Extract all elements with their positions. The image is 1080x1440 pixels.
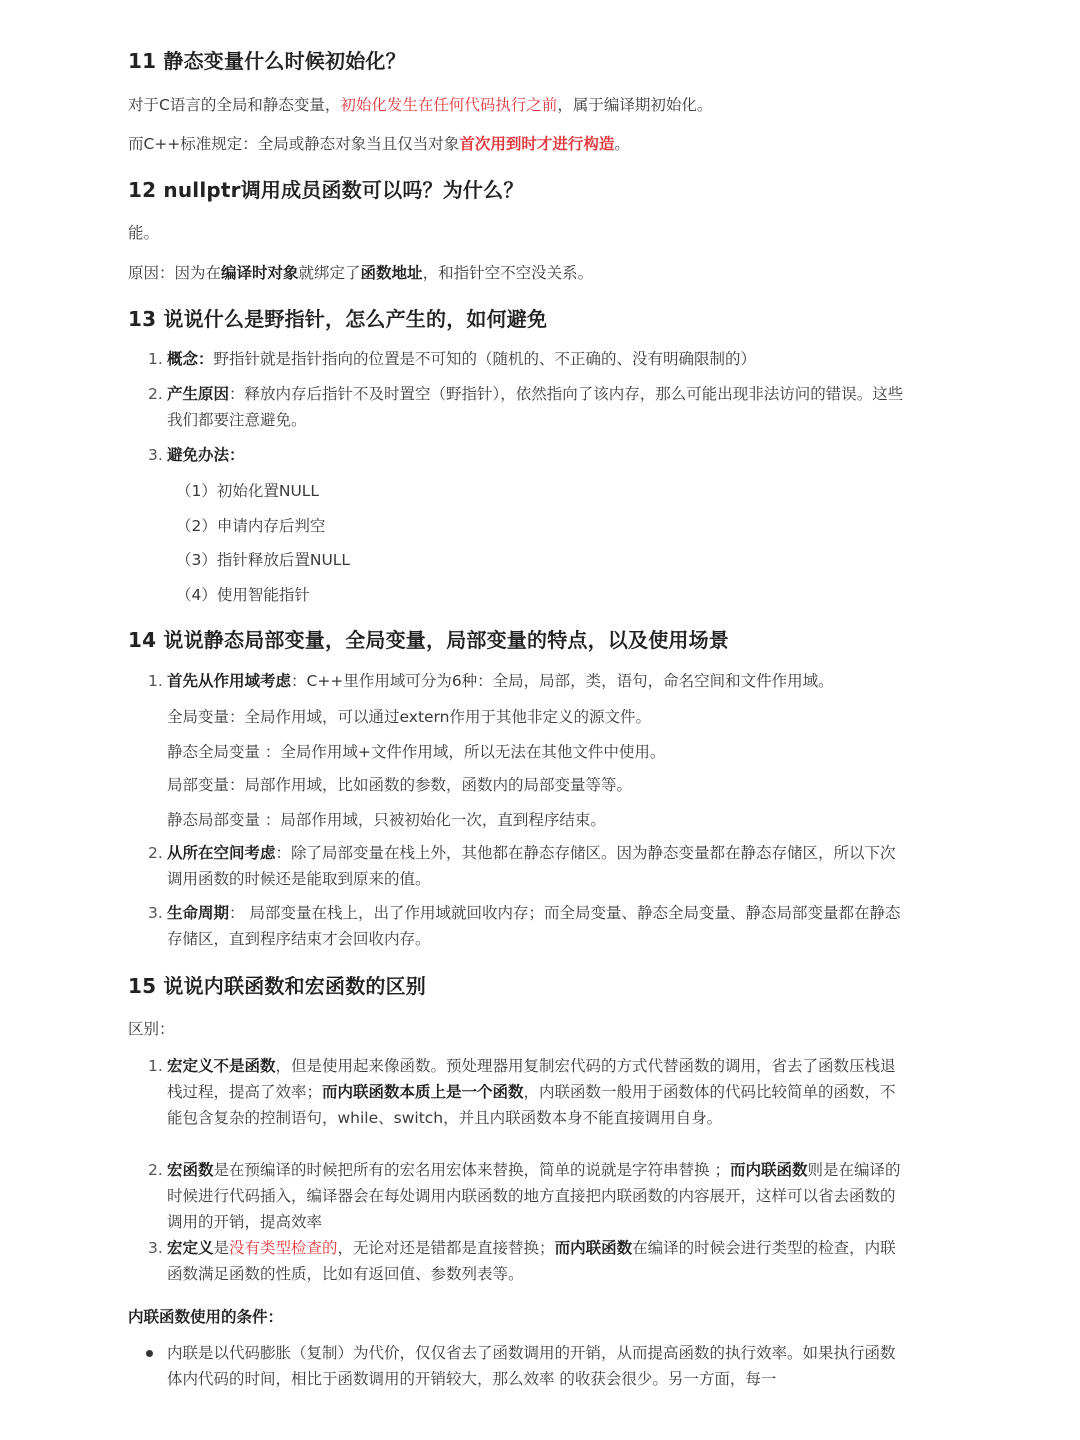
s13-list-item-3: [148, 442, 908, 468]
s15-i3-bold-2: 而内联函数: [554, 1239, 633, 1257]
s13-i1-label: 概念：: [167, 350, 214, 368]
section-14-title: 14 说说静态局部变量，全局变量，局部变量的特点，以及使用场景: [128, 628, 729, 652]
s15-list-item-2: [148, 1157, 908, 1231]
s14-i3-label: 生命周期: [167, 904, 230, 922]
s15-i1-bold-2: 而内联函数本质上是一个函数: [322, 1083, 524, 1101]
s12-paragraph-1: 能。: [128, 224, 160, 242]
s11-p2-highlight: 首次用到时才进行构造: [459, 135, 615, 153]
s11-p2-text: 而C++标准规定：全局或静态对象当且仅当对象: [128, 135, 460, 153]
s15-i3-text-2: ，无论对还是错都是直接替换；: [337, 1239, 555, 1257]
s13-sub-item-1: （1）初始化置NULL: [176, 482, 320, 500]
s13-i1-text: 野指针就是指针指向的位置是不可知的（随机的、不正确的、没有明确限制的）: [213, 350, 757, 368]
s12-p2-bold-2: 函数地址: [360, 264, 423, 282]
s12-paragraph-2: [128, 261, 593, 283]
s14-list-item-2: [148, 840, 908, 888]
s15-i3-highlight: 没有类型检查的: [229, 1239, 338, 1257]
s12-p2-text: 原因：因为在: [128, 264, 222, 282]
s14-list-item-1: [148, 668, 908, 694]
list-number: 2.: [148, 385, 163, 403]
s11-p1-text: 对于C语言的全局和静态变量，: [128, 96, 341, 114]
s13-list-item-1: [148, 346, 908, 372]
s11-p1-highlight: 初始化发生在任何代码执行之前: [340, 96, 558, 114]
s15-i1-bold-1: 宏定义不是函数: [167, 1057, 276, 1075]
s13-i3-label: 避免办法：: [167, 446, 245, 464]
list-number: 1.: [148, 350, 163, 368]
s13-sub-item-3: （3）指针释放后置NULL: [176, 551, 351, 569]
s15-i3-text-3: 在编译的时候会进行类型的检查，内联函数满足函数的性质，比如有返回值、参数列表等。: [167, 1239, 896, 1283]
s14-i3-text: ： 局部变量在栈上，出了作用域就回收内存；而全局变量、静态全局变量、静态局部变量都在静态存储区，直到程序结束才会回收内存。: [167, 904, 901, 948]
s15-i2-bold-1: 宏函数: [167, 1161, 214, 1179]
s12-p2-text-end: ，和指针空不空没关系。: [422, 264, 594, 282]
s13-sub-item-4: （4）使用智能指针: [176, 586, 310, 604]
section-11-title: 11 静态变量什么时候初始化？: [128, 49, 406, 73]
s11-paragraph-2: [128, 132, 630, 154]
s14-list-item-3: [148, 900, 908, 948]
s11-p1-text-end: ，属于编译期初始化。: [557, 96, 713, 114]
s12-p2-text-2: 就绑定了: [298, 264, 361, 282]
s14-i1-text: ：C++里作用域可分为6种：全局，局部，类，语句，命名空间和文件作用域。: [291, 672, 834, 690]
list-number: 3.: [148, 904, 163, 922]
s15-i3-bold-1: 宏定义: [167, 1239, 214, 1257]
s15-i1-text-2: ，内联函数一般用于函数体的代码比较简单的函数，不能包含复杂的控制语句，while、switch，并且内联函数本身不能直接调用自身。: [167, 1083, 896, 1127]
list-number: 3.: [148, 446, 163, 464]
s14-i2-label: 从所在空间考虑: [167, 844, 276, 862]
s11-p2-text-end: 。: [614, 135, 630, 153]
list-number: 2.: [148, 844, 163, 862]
bullet-dot-icon: [146, 1350, 153, 1357]
list-number: 2.: [148, 1161, 163, 1179]
s13-list-item-2: [148, 381, 908, 429]
s15-intro: 区别：: [128, 1020, 175, 1038]
s14-i1-label: 首先从作用域考虑: [167, 672, 292, 690]
list-number: 3.: [148, 1239, 163, 1257]
list-number: 1.: [148, 672, 163, 690]
s15-i3-text-1: 是: [213, 1239, 230, 1257]
s15-i2-bold-2: 而内联函数: [729, 1161, 808, 1179]
s11-paragraph-1: [128, 93, 712, 115]
s13-i2-label: 产生原因: [167, 385, 230, 403]
s14-scope-line-1: 全局变量：全局作用域，可以通过extern作用于其他非定义的源文件。: [167, 708, 651, 726]
section-12-title: 12 nullptr调用成员函数可以吗？为什么？: [128, 178, 524, 202]
s14-i2-text: ：除了局部变量在栈上外，其他都在静态存储区。因为静态变量都在静态存储区，所以下次调用函数的时候还是能取到原来的值。: [167, 844, 896, 888]
s12-p2-bold-1: 编译时对象: [221, 264, 299, 282]
s14-scope-line-4: 静态局部变量 ：局部作用域，只被初始化一次，直到程序结束。: [167, 811, 606, 829]
s14-scope-line-2: 静态全局变量 ：全局作用域+文件作用域，所以无法在其他文件中使用。: [167, 743, 666, 761]
s15-list-item-3: [148, 1235, 908, 1283]
s13-i2-text: ：释放内存后指针不及时置空（野指针），依然指向了该内存，那么可能出现非法访问的错误。这些我们都要注意避免。: [167, 385, 904, 429]
s15-i2-text-1: 是在预编译的时候把所有的宏名用宏体来替换，简单的说就是字符串替换 ；: [213, 1161, 730, 1179]
s15-conditions-title: 内联函数使用的条件：: [128, 1308, 284, 1326]
s13-sub-item-2: （2）申请内存后判空: [176, 517, 326, 535]
section-15-title: 15 说说内联函数和宏函数的区别: [128, 974, 426, 998]
section-13-title: 13 说说什么是野指针，怎么产生的，如何避免: [128, 307, 548, 331]
list-number: 1.: [148, 1057, 163, 1075]
s15-bullet-item: 内联是以代码膨胀（复制）为代价，仅仅省去了函数调用的开销，从而提高函数的执行效率。如果执行函数体内代码的时间，相比于函数调用的开销较大，那么效率 的收获会很少。另一方面，每一: [167, 1344, 896, 1388]
s15-i2-text-2: 则是在编译的时候进行代码插入，编译器会在每处调用内联函数的地方直接把内联函数的内容展开，这样可以省去函数的调用的开销，提高效率: [167, 1161, 901, 1231]
s15-i1-text-1: ，但是使用起来像函数。预处理器用复制宏代码的方式代替函数的调用，省去了函数压栈退栈过程，提高了效率；: [167, 1057, 896, 1101]
s14-scope-line-3: 局部变量：局部作用域，比如函数的参数，函数内的局部变量等等。: [167, 776, 633, 794]
s15-list-item-1: [148, 1053, 908, 1127]
